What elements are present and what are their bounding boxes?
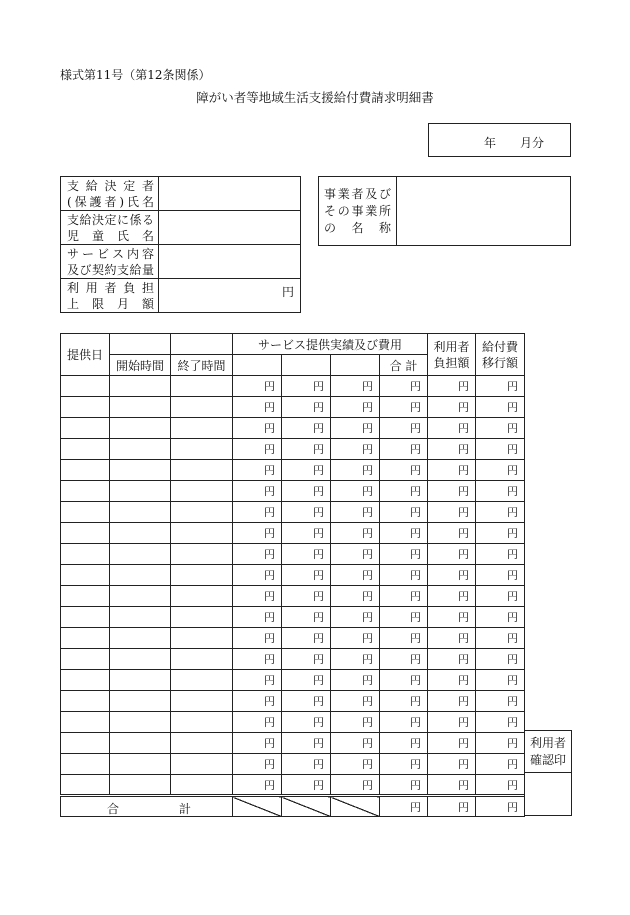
service-cell[interactable]: 円 [282, 586, 331, 607]
service-cell[interactable]: 円 [233, 733, 282, 754]
transfer-cell[interactable]: 円 [476, 670, 525, 691]
transfer-cell[interactable]: 円 [476, 628, 525, 649]
end-time-cell[interactable] [171, 775, 233, 796]
service-cell[interactable]: 円 [233, 439, 282, 460]
service-cell[interactable]: 円 [233, 523, 282, 544]
user-burden-cell[interactable]: 円 [428, 670, 476, 691]
service-cell[interactable]: 円 [331, 733, 380, 754]
table-row [61, 691, 525, 712]
end-time-cell[interactable] [171, 628, 233, 649]
start-time-cell[interactable] [110, 502, 171, 523]
start-time-cell[interactable] [110, 460, 171, 481]
date-cell[interactable] [61, 460, 110, 481]
date-cell[interactable] [61, 775, 110, 796]
service-cell[interactable]: 円 [233, 712, 282, 733]
service-cell[interactable]: 円 [331, 376, 380, 397]
user-burden-cell[interactable]: 円 [428, 628, 476, 649]
user-burden-cell[interactable]: 円 [428, 544, 476, 565]
table-row [61, 502, 525, 523]
total-cell[interactable]: 円 [380, 754, 428, 775]
date-cell[interactable] [61, 565, 110, 586]
service-cell[interactable]: 円 [331, 502, 380, 523]
service-cell[interactable]: 円 [282, 775, 331, 796]
total-cell[interactable]: 円 [380, 460, 428, 481]
header-user-burden: 利用者 負担額 [428, 334, 476, 376]
date-cell[interactable] [61, 397, 110, 418]
recipient-info-table [60, 176, 301, 313]
total-cell[interactable]: 円 [380, 523, 428, 544]
user-burden-cell[interactable]: 円 [428, 586, 476, 607]
header-transfer: 給付費 移行額 [476, 334, 525, 376]
service-cell[interactable]: 円 [233, 691, 282, 712]
provider-name-field[interactable] [397, 177, 571, 246]
service-cell[interactable]: 円 [331, 628, 380, 649]
service-cell[interactable]: 円 [233, 418, 282, 439]
user-burden-cell[interactable]: 円 [428, 460, 476, 481]
end-time-cell[interactable] [171, 754, 233, 775]
confirmation-label: 利用者 確認印 [525, 731, 571, 773]
service-cell[interactable]: 円 [233, 376, 282, 397]
date-cell[interactable] [61, 607, 110, 628]
end-time-cell[interactable] [171, 565, 233, 586]
total-cell[interactable]: 円 [380, 565, 428, 586]
transfer-cell[interactable]: 円 [476, 712, 525, 733]
service-cell[interactable]: 円 [331, 523, 380, 544]
date-cell[interactable] [61, 754, 110, 775]
service-cell[interactable]: 円 [233, 565, 282, 586]
transfer-cell[interactable]: 円 [476, 775, 525, 796]
service-cell[interactable]: 円 [233, 775, 282, 796]
service-cell[interactable]: 円 [331, 607, 380, 628]
total-cell[interactable]: 円 [380, 439, 428, 460]
start-time-cell[interactable] [110, 586, 171, 607]
total-cell[interactable]: 円 [380, 418, 428, 439]
end-time-cell[interactable] [171, 439, 233, 460]
service-cell[interactable]: 円 [331, 565, 380, 586]
total-diagonal [233, 796, 282, 817]
table-row [61, 376, 525, 397]
table-row [61, 397, 525, 418]
user-burden-cell[interactable]: 円 [428, 565, 476, 586]
total-cell[interactable]: 円 [380, 733, 428, 754]
total-cell[interactable]: 円 [380, 481, 428, 502]
service-cell[interactable]: 円 [233, 502, 282, 523]
burden-limit-field[interactable]: 円 [159, 279, 301, 313]
total-diagonal [282, 796, 331, 817]
start-time-cell[interactable] [110, 439, 171, 460]
table-row [61, 670, 525, 691]
total-cell[interactable]: 円 [380, 670, 428, 691]
user-burden-cell[interactable]: 円 [428, 691, 476, 712]
service-cell[interactable]: 円 [331, 670, 380, 691]
service-cell[interactable]: 円 [282, 397, 331, 418]
service-cell[interactable]: 円 [331, 544, 380, 565]
table-row [61, 418, 525, 439]
start-time-cell[interactable] [110, 523, 171, 544]
table-row [61, 439, 525, 460]
user-burden-cell[interactable]: 円 [428, 397, 476, 418]
table-row [61, 544, 525, 565]
total-cell[interactable]: 円 [380, 649, 428, 670]
table-row [61, 481, 525, 502]
user-burden-cell[interactable]: 円 [428, 481, 476, 502]
start-time-cell[interactable] [110, 754, 171, 775]
transfer-cell[interactable]: 円 [476, 691, 525, 712]
service-cell[interactable]: 円 [233, 460, 282, 481]
service-cell[interactable]: 円 [233, 649, 282, 670]
table-row [61, 775, 525, 796]
transfer-cell[interactable]: 円 [476, 460, 525, 481]
start-time-cell[interactable] [110, 481, 171, 502]
user-burden-cell[interactable]: 円 [428, 607, 476, 628]
service-content-field[interactable] [159, 245, 301, 279]
service-cell[interactable]: 円 [331, 712, 380, 733]
start-time-cell[interactable] [110, 607, 171, 628]
transfer-cell[interactable]: 円 [476, 397, 525, 418]
table-row [61, 628, 525, 649]
table-row [61, 733, 525, 754]
start-time-cell[interactable] [110, 544, 171, 565]
date-cell[interactable] [61, 481, 110, 502]
transfer-cell[interactable]: 円 [476, 376, 525, 397]
start-time-cell[interactable] [110, 397, 171, 418]
table-row [61, 565, 525, 586]
user-burden-cell[interactable]: 円 [428, 418, 476, 439]
user-burden-cell[interactable]: 円 [428, 502, 476, 523]
header-service: サービス提供実績及び費用 [233, 334, 428, 355]
start-time-cell[interactable] [110, 712, 171, 733]
service-cell[interactable]: 円 [331, 460, 380, 481]
child-name-label: 支給決定に係る 児童氏名 [61, 211, 159, 245]
date-cell[interactable] [61, 586, 110, 607]
table-row [61, 649, 525, 670]
total-row [61, 796, 525, 817]
end-time-cell[interactable] [171, 733, 233, 754]
service-cell[interactable]: 円 [282, 607, 331, 628]
service-cell[interactable]: 円 [282, 376, 331, 397]
date-cell[interactable] [61, 502, 110, 523]
provider-info-table [318, 176, 571, 246]
start-time-cell[interactable] [110, 649, 171, 670]
header-end-time: 終了時間 [171, 355, 233, 376]
end-time-cell[interactable] [171, 712, 233, 733]
date-cell[interactable] [61, 544, 110, 565]
total-cell[interactable]: 円 [380, 712, 428, 733]
service-cell[interactable]: 円 [331, 691, 380, 712]
service-content-label: サービス内容 及び契約支給量 [61, 245, 159, 279]
table-row [61, 523, 525, 544]
form-title: 障がい者等地域生活支援給付費請求明細書 [196, 90, 434, 105]
end-time-cell[interactable] [171, 544, 233, 565]
start-time-cell[interactable] [110, 733, 171, 754]
date-cell[interactable] [61, 628, 110, 649]
date-cell[interactable] [61, 418, 110, 439]
start-time-cell[interactable] [110, 775, 171, 796]
transfer-cell[interactable]: 円 [476, 733, 525, 754]
service-cell[interactable]: 円 [282, 733, 331, 754]
table-row [61, 754, 525, 775]
end-time-cell[interactable] [171, 523, 233, 544]
transfer-cell[interactable]: 円 [476, 439, 525, 460]
table-row [61, 586, 525, 607]
info-row-recipient [61, 177, 301, 211]
service-cell[interactable]: 円 [331, 586, 380, 607]
start-time-cell[interactable] [110, 418, 171, 439]
billing-period-box[interactable] [428, 123, 571, 157]
user-burden-cell[interactable]: 円 [428, 523, 476, 544]
service-cell[interactable]: 円 [282, 565, 331, 586]
transfer-cell[interactable]: 円 [476, 502, 525, 523]
end-time-cell[interactable] [171, 586, 233, 607]
total-cell[interactable]: 円 [380, 586, 428, 607]
transfer-cell[interactable]: 円 [476, 481, 525, 502]
service-cell[interactable]: 円 [331, 649, 380, 670]
user-burden-cell[interactable]: 円 [428, 439, 476, 460]
service-cell[interactable]: 円 [282, 691, 331, 712]
start-time-cell[interactable] [110, 565, 171, 586]
end-time-cell[interactable] [171, 481, 233, 502]
service-cell[interactable]: 円 [282, 670, 331, 691]
service-cell[interactable]: 円 [233, 544, 282, 565]
total-cell[interactable]: 円 [380, 376, 428, 397]
year-label: 年 [484, 136, 497, 150]
service-cell[interactable]: 円 [331, 481, 380, 502]
service-cell[interactable]: 円 [282, 523, 331, 544]
service-cell[interactable]: 円 [233, 628, 282, 649]
end-time-cell[interactable] [171, 670, 233, 691]
transfer-cell[interactable]: 円 [476, 607, 525, 628]
service-record-table [60, 333, 525, 817]
service-cell[interactable]: 円 [331, 439, 380, 460]
form-number: 様式第11号（第12条関係） [60, 68, 211, 82]
date-cell[interactable] [61, 691, 110, 712]
total-cell[interactable]: 円 [380, 607, 428, 628]
burden-limit-label: 利用者負担 上限月額 [61, 279, 159, 313]
start-time-cell[interactable] [110, 691, 171, 712]
date-cell[interactable] [61, 712, 110, 733]
service-cell[interactable]: 円 [331, 775, 380, 796]
end-time-cell[interactable] [171, 502, 233, 523]
service-cell[interactable]: 円 [282, 628, 331, 649]
table-row [61, 460, 525, 481]
user-burden-cell[interactable]: 円 [428, 649, 476, 670]
date-cell[interactable] [61, 733, 110, 754]
date-cell[interactable] [61, 376, 110, 397]
user-burden-cell[interactable]: 円 [428, 712, 476, 733]
provider-name-label: 事業者及び その事業所 の名称 [319, 177, 397, 246]
service-cell[interactable]: 円 [233, 481, 282, 502]
total-cell[interactable]: 円 [380, 628, 428, 649]
service-cell[interactable]: 円 [282, 481, 331, 502]
date-cell[interactable] [61, 649, 110, 670]
recipient-name-field[interactable] [159, 177, 301, 211]
total-cell[interactable]: 円 [380, 775, 428, 796]
service-cell[interactable]: 円 [282, 544, 331, 565]
total-transfer-cell[interactable]: 円 [476, 796, 525, 817]
transfer-cell[interactable]: 円 [476, 418, 525, 439]
confirmation-seal-area[interactable] [525, 773, 571, 815]
service-cell[interactable]: 円 [282, 460, 331, 481]
info-row-limit [61, 279, 301, 313]
total-cell[interactable]: 円 [380, 502, 428, 523]
recipient-name-label: 支給決定者 (保護者)氏名 [61, 177, 159, 211]
transfer-cell[interactable]: 円 [476, 565, 525, 586]
service-cell[interactable]: 円 [331, 397, 380, 418]
total-label: 合 計 [61, 796, 233, 817]
service-cell[interactable]: 円 [233, 397, 282, 418]
date-cell[interactable] [61, 670, 110, 691]
transfer-cell[interactable]: 円 [476, 754, 525, 775]
service-cell[interactable]: 円 [331, 754, 380, 775]
user-burden-cell[interactable]: 円 [428, 376, 476, 397]
total-cell[interactable]: 円 [380, 691, 428, 712]
total-user-burden-cell[interactable]: 円 [428, 796, 476, 817]
service-cell[interactable]: 円 [282, 502, 331, 523]
service-cell[interactable]: 円 [282, 649, 331, 670]
service-cell[interactable]: 円 [233, 607, 282, 628]
start-time-cell[interactable] [110, 670, 171, 691]
header-date: 提供日 [61, 334, 110, 376]
user-burden-cell[interactable]: 円 [428, 733, 476, 754]
transfer-cell[interactable]: 円 [476, 649, 525, 670]
service-cell[interactable]: 円 [233, 586, 282, 607]
end-time-cell[interactable] [171, 460, 233, 481]
transfer-cell[interactable]: 円 [476, 523, 525, 544]
service-cell[interactable]: 円 [282, 712, 331, 733]
start-time-cell[interactable] [110, 376, 171, 397]
info-row-service [61, 245, 301, 279]
start-time-cell[interactable] [110, 628, 171, 649]
date-cell[interactable] [61, 523, 110, 544]
total-cell[interactable]: 円 [380, 397, 428, 418]
child-name-field[interactable] [159, 211, 301, 245]
service-cell[interactable]: 円 [233, 754, 282, 775]
total-cell[interactable]: 円 [380, 544, 428, 565]
total-sum-cell[interactable]: 円 [380, 796, 428, 817]
month-label: 月分 [520, 136, 545, 150]
user-confirmation-box[interactable] [524, 730, 572, 816]
user-burden-cell[interactable]: 円 [428, 754, 476, 775]
service-cell[interactable]: 円 [282, 754, 331, 775]
end-time-cell[interactable] [171, 397, 233, 418]
service-cell[interactable]: 円 [331, 418, 380, 439]
table-row [61, 712, 525, 733]
service-cell[interactable]: 円 [233, 670, 282, 691]
service-cell[interactable]: 円 [282, 418, 331, 439]
end-time-cell[interactable] [171, 649, 233, 670]
total-diagonal [331, 796, 380, 817]
end-time-cell[interactable] [171, 691, 233, 712]
transfer-cell[interactable]: 円 [476, 586, 525, 607]
header-total: 合 計 [380, 355, 428, 376]
info-row-child [61, 211, 301, 245]
end-time-cell[interactable] [171, 607, 233, 628]
end-time-cell[interactable] [171, 418, 233, 439]
table-row [61, 607, 525, 628]
service-cell[interactable]: 円 [282, 439, 331, 460]
end-time-cell[interactable] [171, 376, 233, 397]
transfer-cell[interactable]: 円 [476, 544, 525, 565]
date-cell[interactable] [61, 439, 110, 460]
header-start-time: 開始時間 [110, 355, 171, 376]
user-burden-cell[interactable]: 円 [428, 775, 476, 796]
